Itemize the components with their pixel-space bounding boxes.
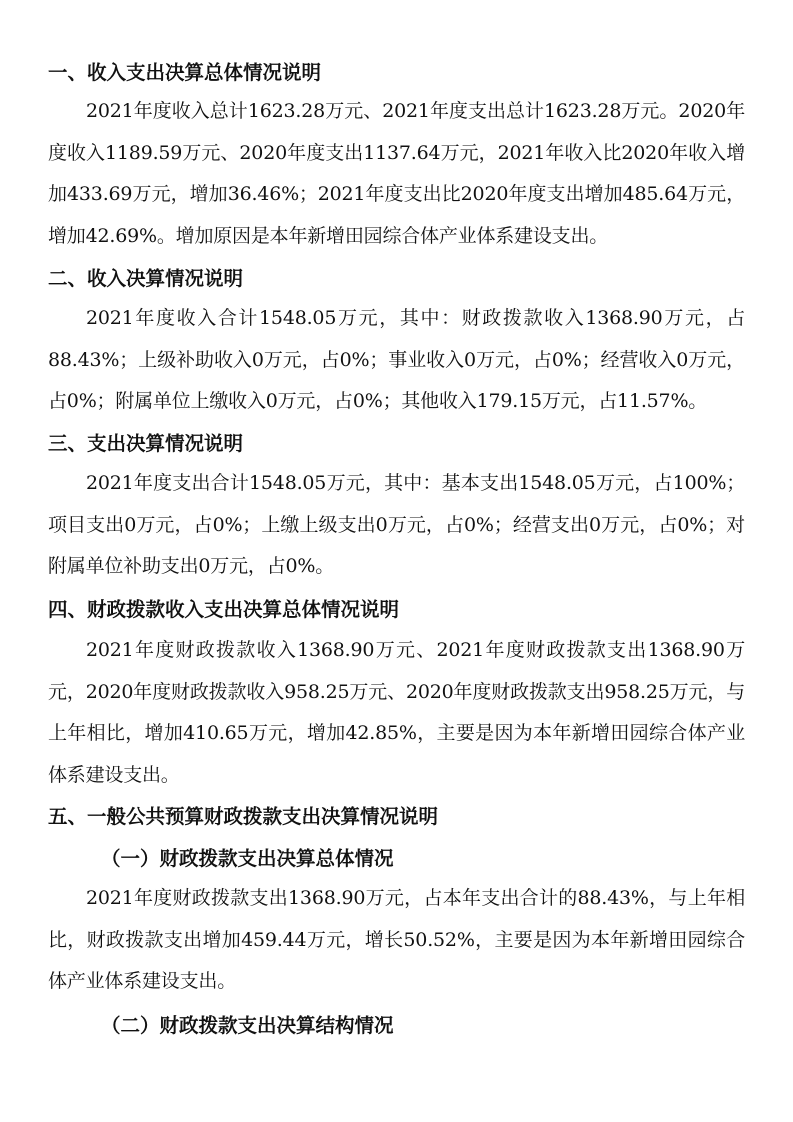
- section-body-2: 2021年度收入合计1548.05万元，其中：财政拨款收入1368.90万元，占88.43%；上级补助收入0万元，占0%；事业收入0万元，占0%；经营收入0万元，占0%；附属单位上缴收入0万元，占0%；其他收入179.15万元，占11.57%。: [48, 307, 745, 412]
- section-heading-2: 二、收入决算情况说明: [48, 267, 244, 290]
- section-heading-5: 五、一般公共预算财政拨款支出决算情况说明: [48, 805, 439, 828]
- section-heading-3: 三、支出决算情况说明: [48, 432, 244, 455]
- subsection-body-1: 2021年度财政拨款支出1368.90万元，占本年支出合计的88.43%，与上年相比，财政拨款支出增加459.44万元，增长50.52%，主要是因为本年新增田园综合体产业体系建设支出。: [48, 887, 745, 992]
- subsection-heading-1: （一）财政拨款支出决算总体情况: [101, 847, 394, 870]
- section-body-1: 2021年度收入总计1623.28万元、2021年度支出总计1623.28万元。2020年度收入1189.59万元、2020年度支出1137.64万元，2021年收入比2020年收入增加433.69万元，增加36.46%；2021年度支出比2020年度支出增加485.64万元，增加42.69%。增加原因是本年新增田园综合体产业体系建设支出。: [48, 100, 745, 247]
- section-heading-4: 四、财政拨款收入支出决算总体情况说明: [48, 598, 400, 621]
- section-body-4: 2021年度财政拨款收入1368.90万元、2021年度财政拨款支出1368.90万元，2020年度财政拨款收入958.25万元、2020年度财政拨款支出958.25万元，与上年相比，增加410.65万元，增加42.85%，主要是因为本年新增田园综合体产业体系建设支出。: [48, 639, 745, 786]
- section-heading-1: 一、收入支出决算总体情况说明: [48, 61, 322, 84]
- subsection-heading-2: （二）财政拨款支出决算结构情况: [101, 1014, 394, 1037]
- section-body-3: 2021年度支出合计1548.05万元，其中：基本支出1548.05万元，占100%；项目支出0万元，占0%；上缴上级支出0万元，占0%；经营支出0万元，占0%；对附属单位补助支出0万元，占0%。: [48, 472, 745, 577]
